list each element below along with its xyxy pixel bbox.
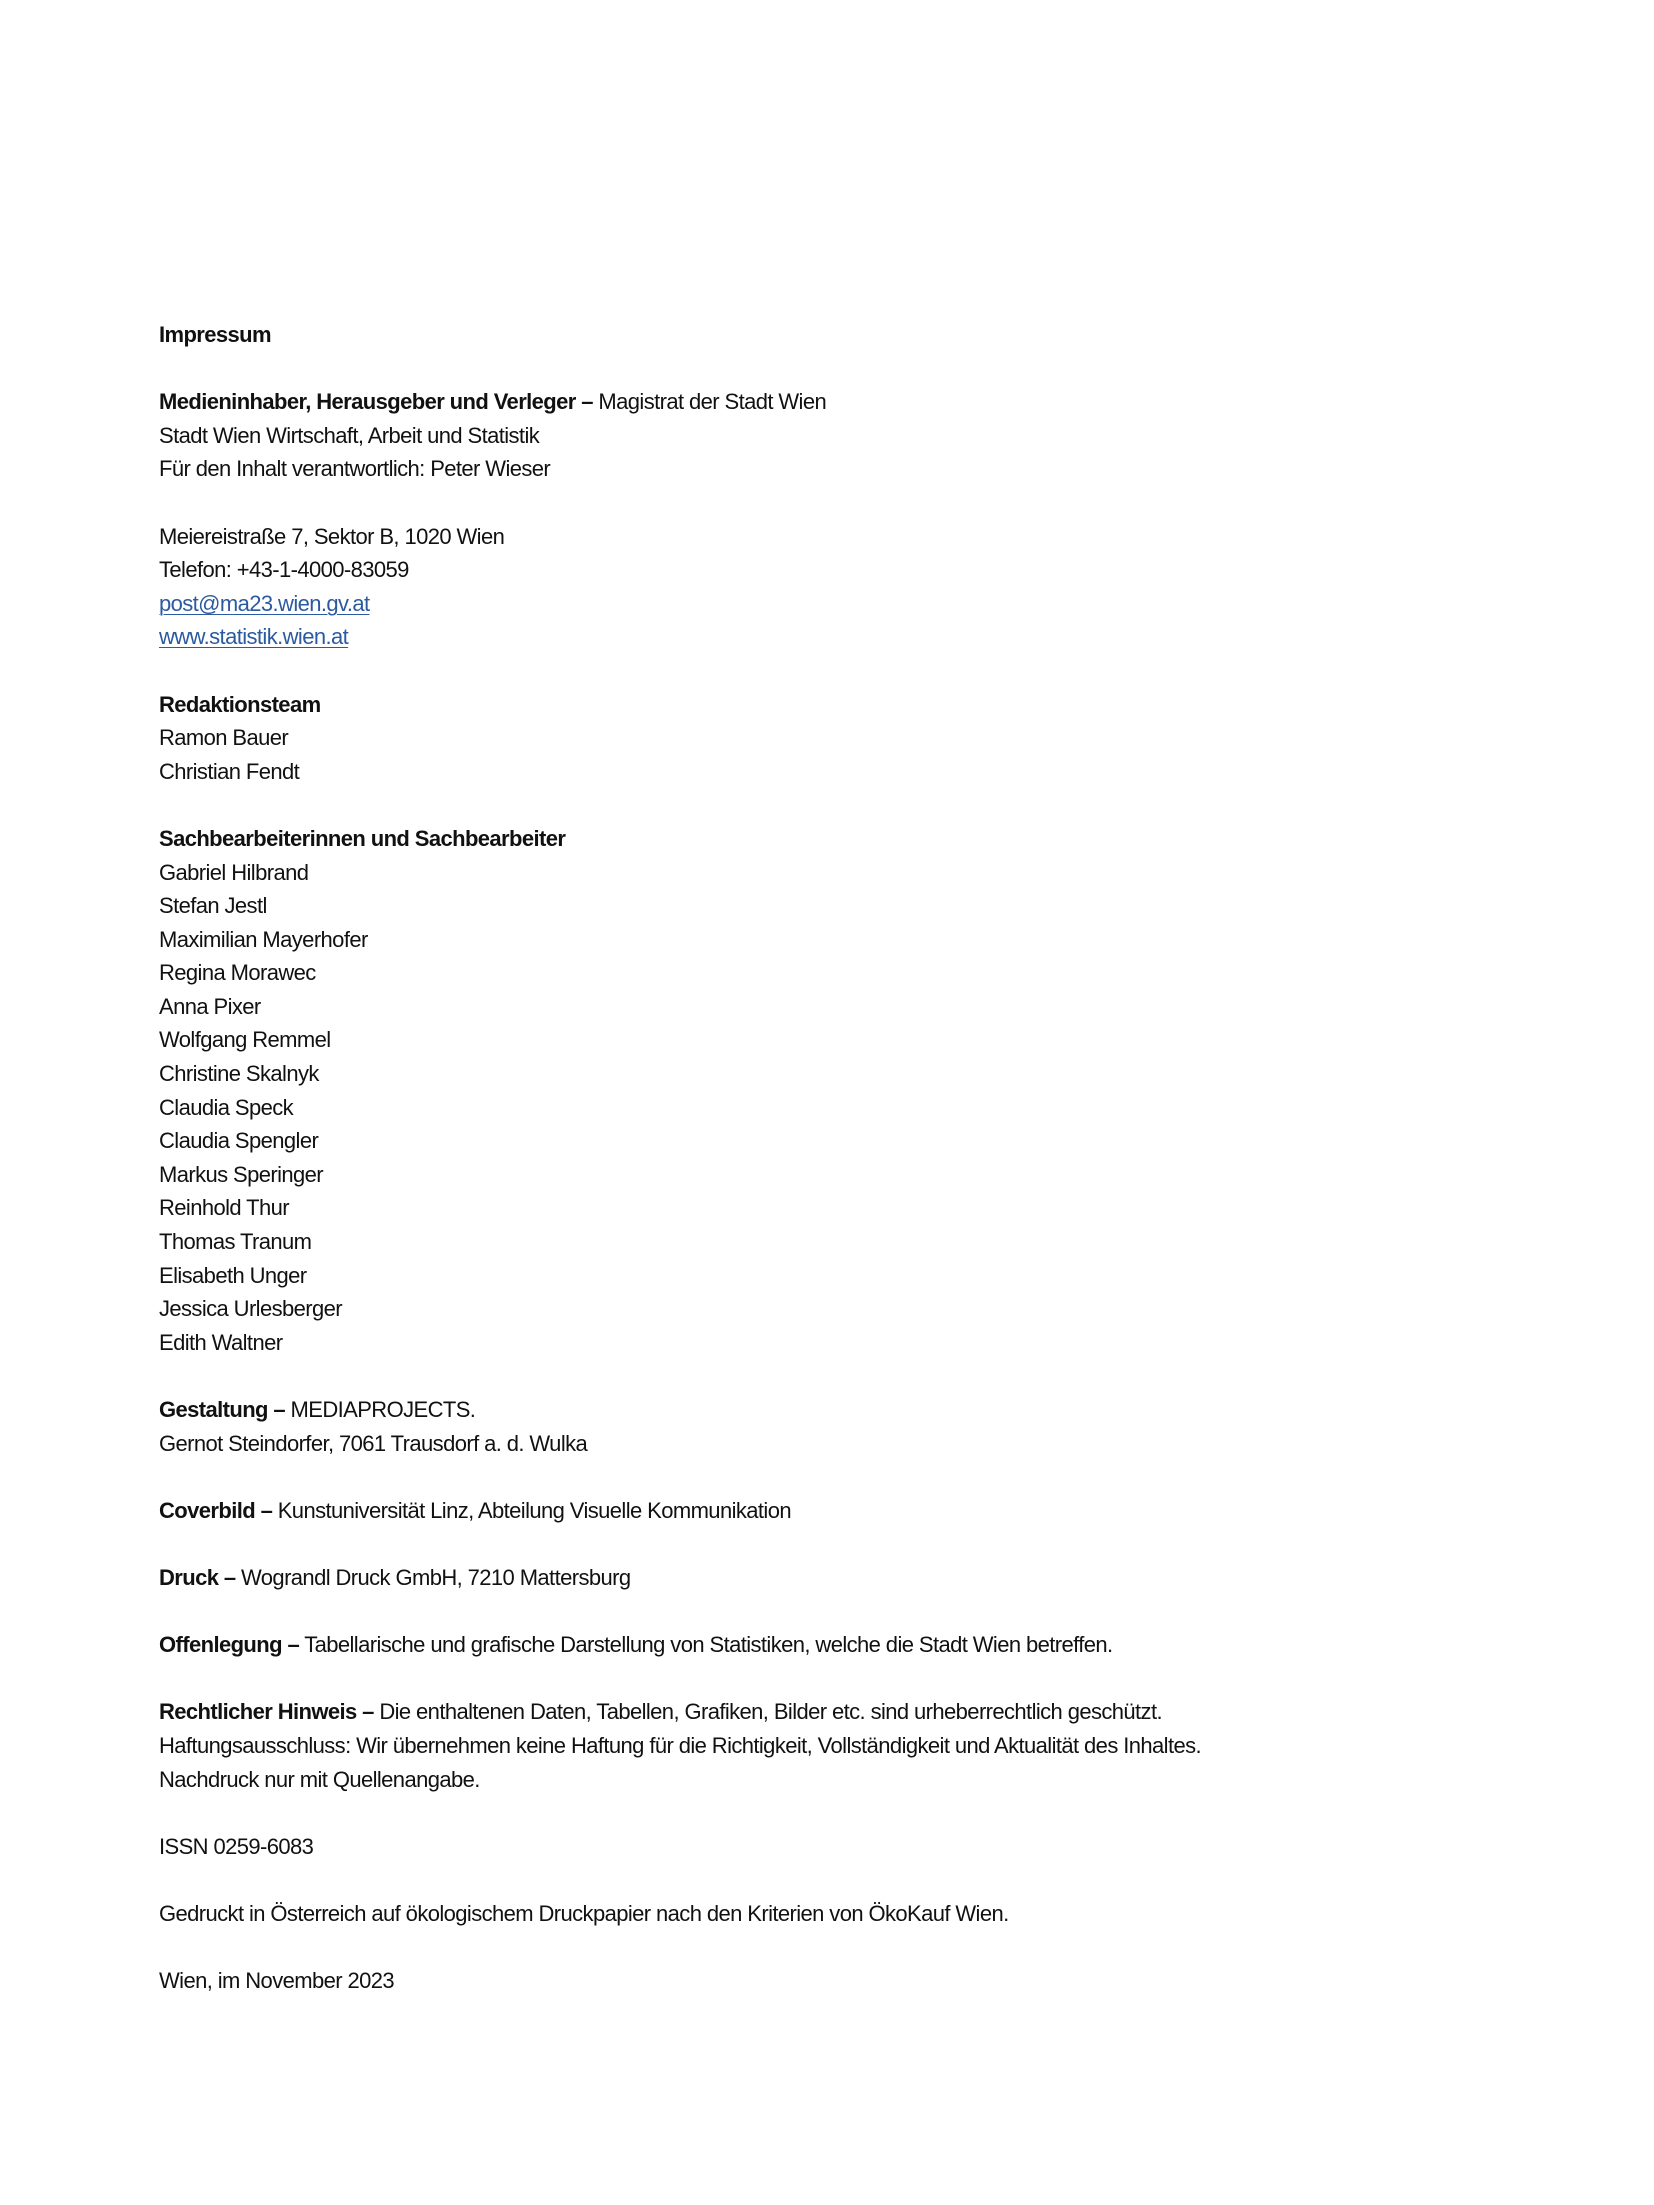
owner-responsible: Für den Inhalt verantwortlich: Peter Wieser: [159, 456, 551, 482]
spacer: [159, 1460, 1499, 1494]
spacer: [159, 1863, 1499, 1897]
owner-value: Magistrat der Stadt Wien: [592, 389, 827, 415]
list-item: Regina Morawec: [159, 960, 316, 986]
list-item: Maximilian Mayerhofer: [159, 926, 368, 952]
list-item: Christine Skalnyk: [159, 1061, 319, 1087]
contact-website-line: [159, 620, 1499, 654]
legal-reprint: Nachdruck nur mit Quellenangabe.: [159, 1766, 480, 1792]
disclosure-value: Tabellarische und grafische Darstellung von Statistiken, welche die Stadt Wien betreffen.: [299, 1632, 1113, 1658]
design-value: MEDIAPROJECTS.: [285, 1397, 476, 1422]
print-line: [159, 1561, 1499, 1595]
list-item: Claudia Spengler: [159, 1128, 319, 1154]
page-title: Impressum: [159, 322, 271, 347]
list-item: Wolfgang Remmel: [159, 1027, 331, 1053]
list-item: Claudia Speck: [159, 1094, 294, 1120]
list-item: Anna Pixer: [159, 993, 261, 1019]
print-value: Wograndl Druck GmbH, 7210 Mattersburg: [235, 1564, 631, 1590]
spacer: [159, 1595, 1499, 1629]
list-item: Gabriel Hilbrand: [159, 859, 309, 885]
list-item: Reinhold Thur: [159, 1195, 289, 1221]
issn: ISSN 0259-6083: [159, 1833, 314, 1859]
spacer: [159, 1662, 1499, 1696]
list-item: Edith Waltner: [159, 1329, 283, 1355]
website-link[interactable]: www.statistik.wien.at: [159, 624, 349, 650]
staff-title: Sachbearbeiterinnen und Sachbearbeiter: [159, 825, 566, 851]
list-item: Thomas Tranum: [159, 1229, 312, 1255]
disclosure-label: Offenlegung –: [159, 1632, 300, 1658]
contact-phone: Telefon: +43-1-4000-83059: [159, 557, 409, 583]
spacer: [159, 1796, 1499, 1830]
design-label: Gestaltung –: [159, 1397, 286, 1422]
design-address: Gernot Steindorfer, 7061 Trausdorf a. d. Wulka: [159, 1430, 588, 1456]
spacer: [159, 486, 1499, 520]
owner-line: [159, 385, 1499, 419]
owner-department: Stadt Wien Wirtschaft, Arbeit und Statistik: [159, 422, 540, 448]
legal-label: Rechtlicher Hinweis –: [159, 1699, 374, 1725]
owner-label: Medieninhaber, Herausgeber und Verleger –: [159, 389, 593, 415]
legal-disclaimer: Haftungsausschluss: Wir übernehmen keine Haftung für die Richtigkeit, Vollständigkeit und Aktualität des Inhaltes.: [159, 1732, 1201, 1758]
spacer: [159, 1527, 1499, 1561]
print-label: Druck –: [159, 1564, 236, 1590]
legal-line: [159, 1695, 1499, 1729]
printed-note: Gedruckt in Österreich auf ökologischem Druckpapier nach den Kriterien von ÖkoKauf Wien.: [159, 1900, 1009, 1926]
spacer: [159, 654, 1499, 688]
contact-address: Meiereistraße 7, Sektor B, 1020 Wien: [159, 523, 505, 549]
editorial-team-title: Redaktionsteam: [159, 691, 321, 717]
cover-value: Kunstuniversität Linz, Abteilung Visuelle Kommunikation: [272, 1497, 791, 1523]
list-item: Jessica Urlesberger: [159, 1296, 343, 1322]
disclosure-line: [159, 1628, 1499, 1662]
spacer: [159, 352, 1499, 386]
email-link[interactable]: post@ma23.wien.gv.at: [159, 590, 370, 616]
spacer: [159, 1931, 1499, 1965]
cover-label: Coverbild –: [159, 1497, 273, 1523]
spacer: [159, 788, 1499, 822]
imprint-content: [159, 318, 1499, 1998]
publication-date: Wien, im November 2023: [159, 1968, 395, 1994]
cover-line: [159, 1494, 1499, 1528]
list-item: Elisabeth Unger: [159, 1262, 307, 1288]
list-item: Markus Speringer: [159, 1161, 324, 1187]
legal-value: Die enthaltenen Daten, Tabellen, Grafiken, Bilder etc. sind urheberrechtlich geschützt.: [373, 1699, 1162, 1725]
spacer: [159, 1359, 1499, 1393]
list-item: Christian Fendt: [159, 758, 300, 784]
list-item: Ramon Bauer: [159, 725, 289, 751]
list-item: Stefan Jestl: [159, 893, 267, 919]
design-line: [159, 1393, 1499, 1427]
contact-email-line: [159, 587, 1499, 621]
